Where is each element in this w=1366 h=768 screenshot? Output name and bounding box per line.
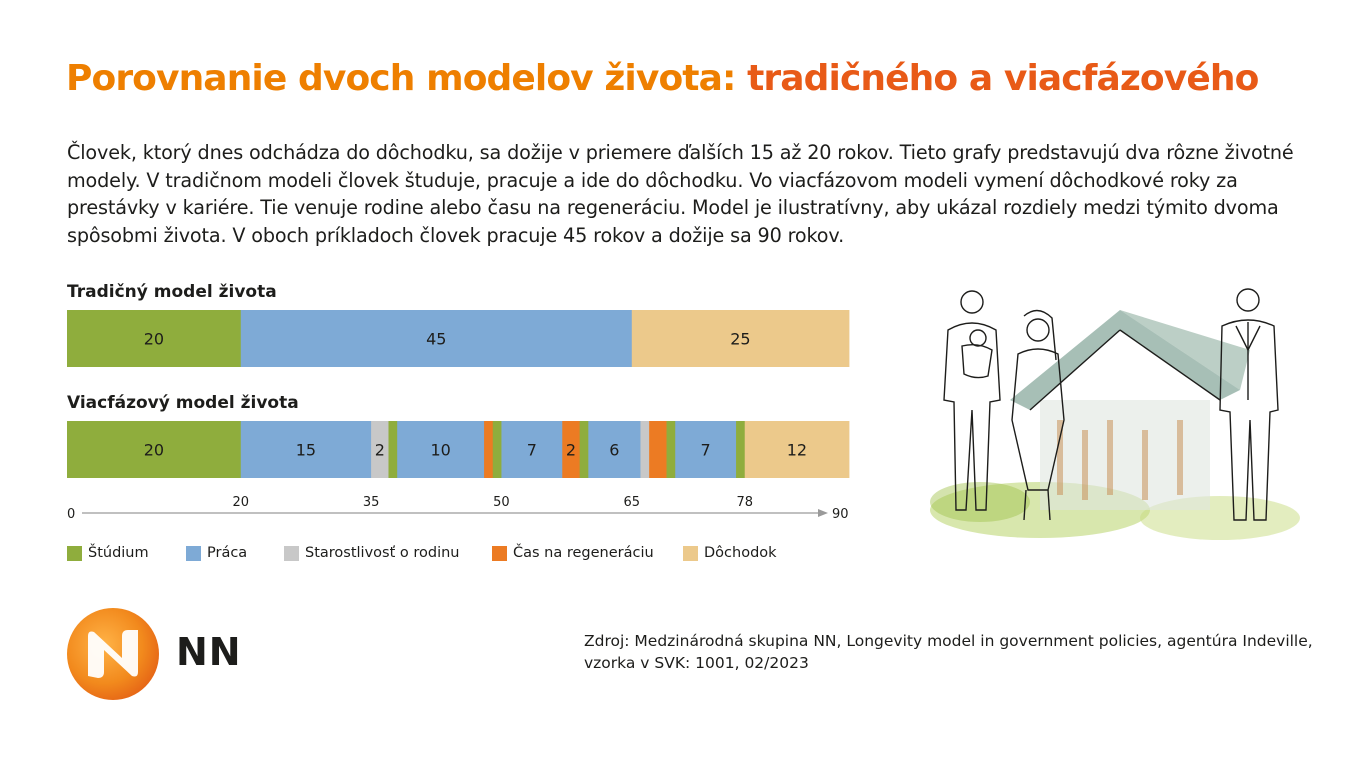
segment-value-label: 25 [730, 329, 751, 349]
legend-swatch [683, 546, 698, 561]
legend-item-studium [67, 545, 149, 561]
x-tick-label: 78 [736, 495, 754, 510]
title-part-2: tradičného a viacfázového [747, 58, 1259, 99]
title-part-1: Porovnanie dvoch modelov života: [66, 58, 748, 99]
x-axis-arrow [818, 509, 828, 517]
intro-paragraph: Človek, ktorý dnes odchádza do dôchodku, sa dožije v priemere ďalších 15 až 20 rokov. Tieto grafy predstavujú dva rôzne životné modely. V tradičnom modeli človek študuje, pracuje a ide do dôchodku. Vo viacfázovom modeli vymení dôchodkové roky za prestávky v kariére. Tie venuje rodine alebo času na regeneráciu. Model je ilustratívny, aby ukázal rozdiely medzi týmito dvoma spôsobmi života. V oboch príkladoch človek pracuje 45 rokov a dožije sa 90 rokov. [67, 141, 1294, 247]
segment-value-label: 20 [143, 329, 165, 349]
legend-label: Čas na regeneráciu [513, 545, 654, 561]
legend-swatch [284, 546, 299, 561]
segment-value-label: 20 [143, 440, 165, 460]
segment-value-label: 12 [786, 440, 808, 460]
bar-segment-studium [736, 421, 745, 478]
legend-item-rodina [284, 545, 460, 561]
x-axis [67, 495, 849, 522]
legend-item-regeneracia [492, 545, 654, 561]
bar-segment-regeneracia [649, 421, 667, 478]
brand-name: NN [176, 630, 242, 674]
x-tick-label: 90 [832, 507, 849, 522]
bars-layer [67, 310, 849, 478]
segment-value-label: 2 [565, 440, 577, 460]
traditional-model-bar [67, 310, 849, 367]
segment-value-label: 45 [426, 329, 447, 349]
x-tick-label: 65 [623, 495, 641, 510]
legend-swatch [67, 546, 82, 561]
legend-label: Dôchodok [704, 545, 777, 561]
legend-label: Štúdium [88, 545, 149, 561]
multiphase-model-bar [67, 421, 849, 478]
traditional-model-label: Tradičný model života [67, 282, 277, 302]
segment-value-label: 6 [609, 440, 620, 460]
bar-segment-studium [667, 421, 676, 478]
segment-value-label: 2 [374, 440, 385, 460]
x-tick-label: 20 [232, 495, 250, 510]
bar-segment-studium [580, 421, 589, 478]
bar-segment-studium [388, 421, 397, 478]
legend-label: Práca [207, 545, 248, 561]
legend-swatch [492, 546, 507, 561]
family-house-illustration-icon [920, 280, 1310, 570]
x-tick-label: 50 [493, 495, 510, 510]
bar-segment-rodina [640, 421, 649, 478]
x-tick-label: 0 [67, 507, 76, 522]
segment-value-label: 7 [700, 440, 711, 460]
multiphase-model-label: Viacfázový model života [67, 393, 299, 413]
segment-value-label: 7 [526, 440, 537, 460]
life-model-chart [0, 0, 900, 540]
legend-item-praca [186, 545, 247, 561]
legend-item-dochodok [683, 545, 777, 561]
bar-segment-studium [493, 421, 502, 478]
legend-swatch [186, 546, 201, 561]
x-tick-label: 35 [362, 495, 380, 510]
source-note: Zdroj: Medzinárodná skupina NN, Longevity model in government policies, agentúra Indeville, vzorka v SVK: 1001, 02/2023 [584, 632, 1313, 672]
legend-label: Starostlivosť o rodinu [305, 545, 460, 561]
bar-segment-regeneracia [484, 421, 493, 478]
segment-value-label: 15 [295, 440, 317, 460]
segment-value-label: 10 [430, 440, 451, 460]
